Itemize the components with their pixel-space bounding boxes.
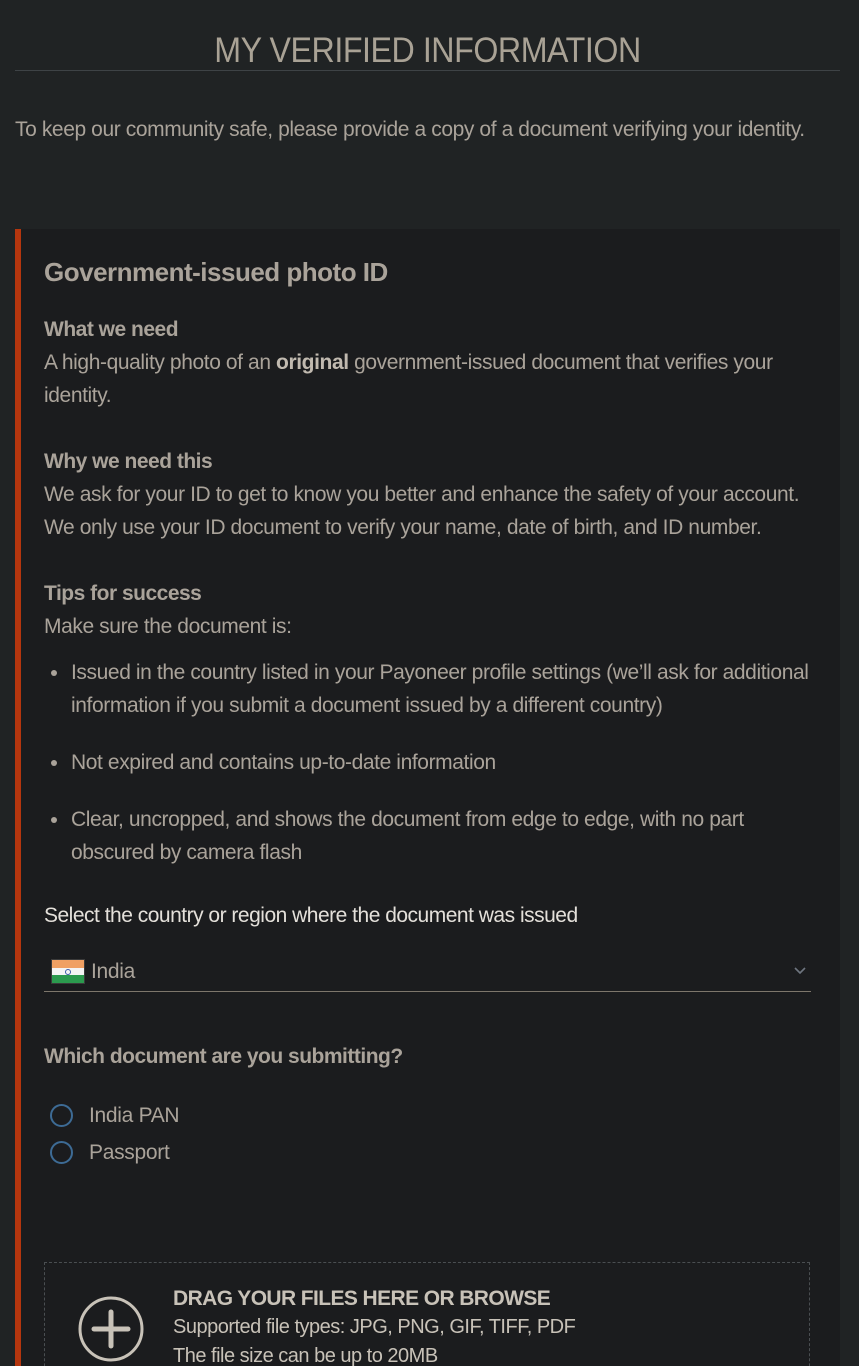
tips-list [44,656,811,869]
radio-label[interactable]: India PAN [89,1103,180,1127]
why-we-need-section [44,445,811,544]
what-we-need-body [44,346,811,412]
tip-item [44,656,811,722]
photo-id-card [15,229,840,1366]
chevron-down-icon[interactable] [792,962,808,978]
supported-file-types: Supported file types: JPG, PNG, GIF, TIFF, PDF [173,1316,576,1338]
radio-option-passport[interactable] [44,1134,811,1171]
why-we-need-heading: Why we need this [44,450,213,473]
plus-circle-icon[interactable] [77,1295,145,1363]
document-type-radio-group [44,1097,811,1171]
tip-text: Not expired and contains up-to-date information [71,751,496,774]
bullet-icon [51,760,57,766]
india-flag-icon [51,959,85,984]
country-select-label: Select the country or region where the document was issued [44,904,578,927]
tip-item [44,746,811,779]
bullet-icon [51,670,57,676]
document-type-question: Which document are you submitting? [44,1045,403,1068]
what-we-need-section [44,313,811,412]
bullet-icon [51,817,57,823]
what-we-need-text-end: government-issued document that verifies your identity. [44,351,773,407]
dropzone-text [173,1284,575,1366]
what-we-need-text-start: A high-quality photo of an [44,351,277,374]
what-we-need-heading: What we need [44,318,179,341]
tips-heading: Tips for success [44,582,202,605]
why-we-need-body: We ask for your ID to get to know you better and enhance the safety of your account. We only use your ID document to verify your name, date of birth, and ID number. [44,483,800,539]
what-we-need-emphasis: original [276,351,349,374]
country-select[interactable] [44,952,811,992]
browse-link[interactable]: DRAG YOUR FILES HERE OR BROWSE [173,1287,551,1310]
page-title: MY VERIFIED INFORMATION [214,31,641,70]
radio-button[interactable] [50,1104,73,1127]
tip-text: Issued in the country listed in your Payoneer profile settings (we’ll ask for additional information if you submit a document issued by a different country) [71,661,809,717]
tip-item [44,803,811,869]
radio-label[interactable]: Passport [89,1140,170,1164]
radio-option-india-pan[interactable] [44,1097,811,1134]
intro-text: To keep our community safe, please provide a copy of a document verifying your identity. [15,118,805,141]
country-select-value: India [91,959,136,983]
tips-intro: Make sure the document is: [44,615,292,638]
tip-text: Clear, uncropped, and shows the document from edge to edge, with no part obscured by camera flash [71,808,744,864]
card-title: Government-issued photo ID [44,257,388,287]
tips-section [44,577,811,869]
radio-button[interactable] [50,1141,73,1164]
file-dropzone[interactable] [44,1262,810,1366]
file-size-limit: The file size can be up to 20MB [173,1345,438,1366]
